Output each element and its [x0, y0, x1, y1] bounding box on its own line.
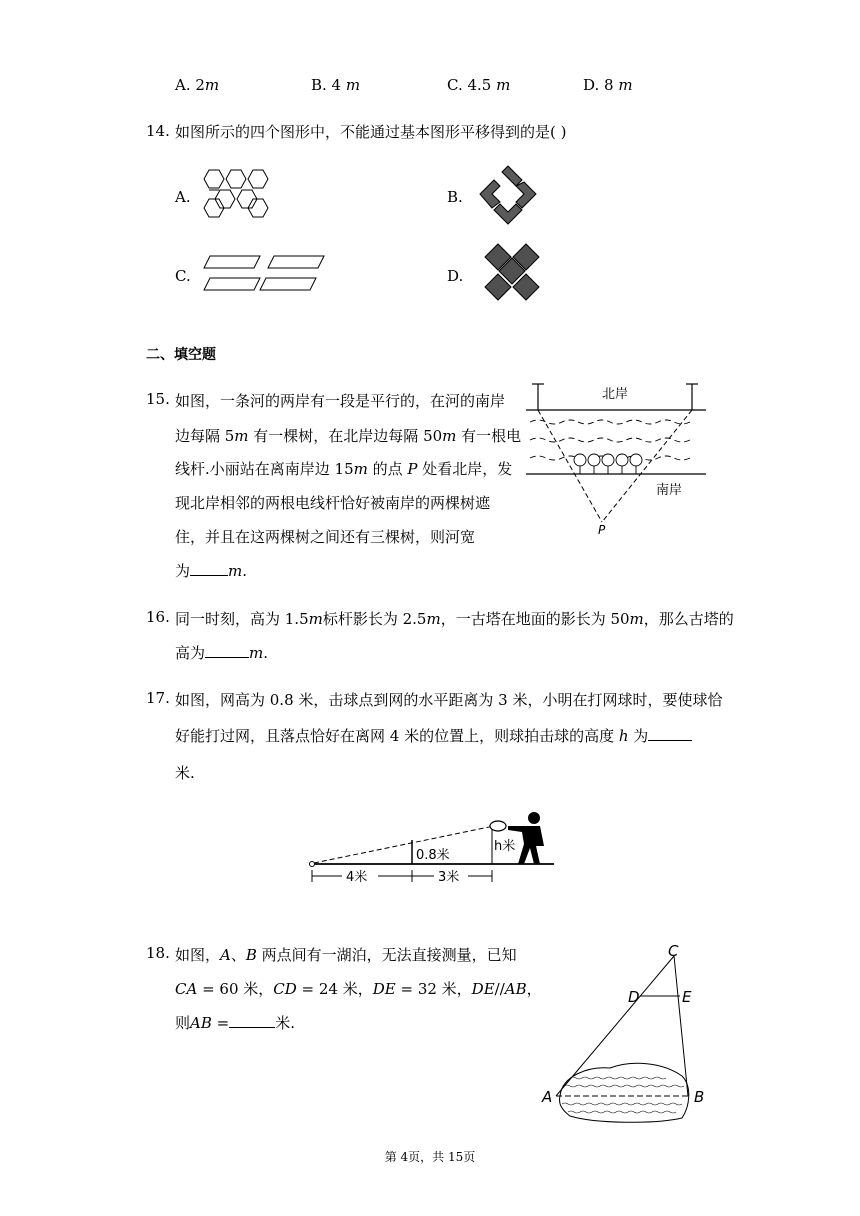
q17-line-2-text: 好能打过网，且落点恰好在离网 4 米的位置上，则球拍击球的高度 ℎ 为	[175, 727, 649, 745]
q15-answer-line	[175, 560, 247, 581]
q16-answer-suffix: 𝑚.	[249, 644, 269, 662]
q13-option-a: A. 2𝑚	[175, 76, 220, 94]
section-title: 二、填空题	[146, 347, 216, 363]
point-c-label: C	[668, 944, 679, 960]
q15-line-5: 住，并且在这两棵树之间还有三棵树，则河宽	[175, 528, 476, 546]
q15-answer-blank[interactable]	[190, 561, 228, 576]
q15-line-4: 现北岸相邻的两根电线杆恰好被南岸的两棵树遮	[175, 494, 491, 512]
q17-line-1: 如图，网高为 0.8 米，击球点到网的水平距离为 3 米，小明在打网球时，要使球恰	[175, 691, 723, 709]
point-d-label: D	[628, 988, 640, 1006]
point-b-label: B	[694, 1088, 705, 1106]
hexagon-pattern-figure	[198, 168, 284, 224]
q18-answer-line	[175, 1012, 295, 1033]
q15-line-2: 边每隔 5𝑚 有一棵树，在北岸边每隔 50𝑚 有一根电	[175, 427, 522, 445]
q18-line-1: 如图，𝐴、𝐵 两点间有一湖泊，无法直接测量，已知	[175, 946, 517, 964]
q18-answer-prefix: 则𝐴𝐵 =	[175, 1014, 230, 1032]
q15-answer-prefix: 为	[175, 562, 191, 580]
point-a-label: A	[542, 1088, 553, 1106]
tennis-figure	[306, 810, 558, 886]
q15-answer-suffix: 𝑚.	[228, 562, 248, 580]
diamond-ring-figure	[478, 164, 538, 226]
south-bank-label: 南岸	[656, 483, 683, 498]
q14-option-b-label: B.	[447, 188, 463, 206]
north-bank-label: 北岸	[602, 387, 629, 402]
q16-line-1: 同一时刻，高为 1.5𝑚标杆影长为 2.5𝑚，一古塔在地面的影长为 50𝑚，那么古塔的	[175, 610, 734, 628]
q13-option-b: B. 4 𝑚	[311, 76, 361, 94]
lake-figure	[536, 944, 716, 1130]
q18-answer-blank[interactable]	[229, 1013, 275, 1028]
q16-answer-prefix: 高为	[175, 644, 206, 662]
q18-number: 18.	[146, 944, 170, 962]
q16-answer-blank[interactable]	[205, 643, 249, 658]
q14-option-a-label: A.	[175, 188, 191, 206]
q16-answer-line	[175, 642, 268, 663]
point-p-label: P	[598, 523, 606, 537]
q17-number: 17.	[146, 689, 170, 707]
page-footer: 第 4页，共 15页	[384, 1150, 476, 1164]
q17-line-2	[175, 725, 692, 746]
distance-3-label: 3米	[438, 870, 460, 885]
q17-answer-blank[interactable]	[648, 726, 692, 741]
parallelogram-figure	[200, 252, 326, 296]
river-figure	[522, 378, 712, 538]
q13-option-d: D. 8 𝑚	[583, 76, 633, 94]
q14-option-c-label: C.	[175, 267, 191, 285]
q14-number: 14.	[146, 122, 170, 140]
q18-answer-suffix: 米.	[275, 1014, 295, 1032]
q13-option-c: C. 4.5 𝑚	[447, 76, 511, 94]
point-e-label: E	[682, 988, 692, 1006]
q14-option-d-label: D.	[447, 267, 464, 285]
q16-number: 16.	[146, 608, 170, 626]
diamond-cross-figure	[483, 242, 543, 304]
q15-number: 15.	[146, 390, 170, 408]
q15-line-3: 线杆.小丽站在离南岸边 15𝑚 的点 𝑃 处看北岸，发	[175, 460, 513, 478]
q15-line-1: 如图，一条河的两岸有一段是平行的，在河的南岸	[175, 392, 506, 410]
net-height-label: 0.8米	[416, 848, 450, 863]
q14-text: 如图所示的四个图形中，不能通过基本图形平移得到的是( )	[175, 123, 567, 141]
q17-line-3: 米.	[175, 764, 195, 782]
q18-line-2: 𝐶𝐴 = 60 米，𝐶𝐷 = 24 米，𝐷𝐸 = 32 米，𝐷𝐸//𝐴𝐵，	[175, 980, 542, 998]
h-label: h米	[494, 839, 516, 854]
player-icon	[508, 812, 544, 864]
distance-4-label: 4米	[346, 870, 368, 885]
